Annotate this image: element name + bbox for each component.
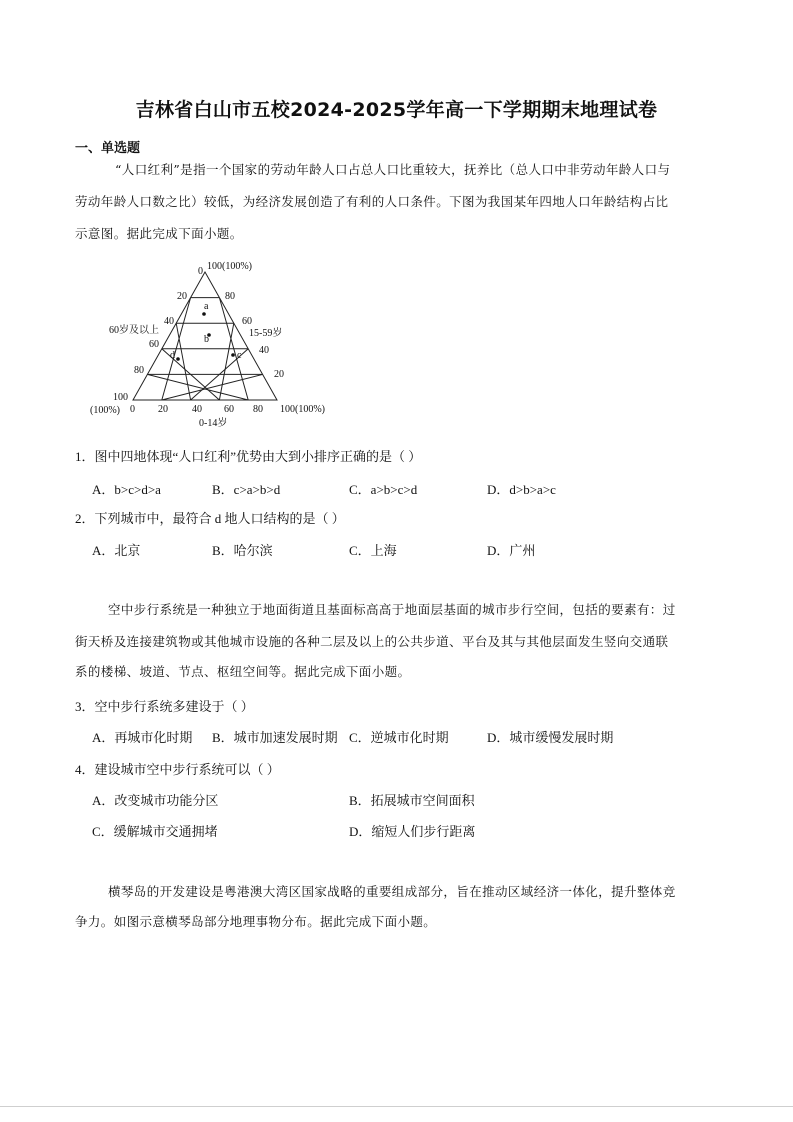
point-c-dot: [231, 353, 235, 357]
bottom-tick-80: 80: [253, 404, 263, 415]
q3-option-a[interactable]: A．再城市化时期: [92, 730, 193, 745]
q4-option-d[interactable]: D．缩短人们步行距离: [349, 824, 476, 839]
bottom-axis-label: 0-14岁: [199, 418, 228, 429]
bottom-tick-100: 100(100%): [280, 404, 325, 415]
passage2-line2: 街天桥及连接建筑物或其他城市设施的各种二层及以上的公共步道、平台及其与其他层面发生竖向交通联: [75, 634, 669, 649]
page-bottom-divider: [0, 1106, 793, 1107]
right-tick-100: 100(100%): [207, 261, 252, 272]
bottom-tick-40: 40: [192, 404, 202, 415]
point-a-label: a: [204, 301, 209, 312]
passage1-line2: 劳动年龄人口数之比）较低，为经济发展创造了有利的人口条件。下图为我国某年四地人口年龄结构占比: [75, 194, 669, 209]
left-tick-100-percent: (100%): [90, 405, 120, 416]
point-d-dot: [176, 357, 180, 361]
q2-option-d[interactable]: D．广州: [487, 543, 536, 558]
bottom-tick-20: 20: [158, 404, 168, 415]
left-tick-80: 80: [134, 365, 144, 376]
point-a-dot: [202, 312, 206, 316]
passage1-line3: 示意图。据此完成下面小题。: [75, 226, 243, 241]
left-tick-60: 60: [149, 339, 159, 350]
section-heading: 一、单选题: [75, 141, 141, 156]
q3-option-c[interactable]: C．逆城市化时期: [349, 730, 449, 745]
q4-option-a[interactable]: A．改变城市功能分区: [92, 793, 219, 808]
passage3-line2: 争力。如图示意横琴岛部分地理事物分布。据此完成下面小题。: [75, 914, 437, 929]
question-2-stem: 2．下列城市中，最符合 d 地人口结构的是（ ）: [75, 511, 345, 526]
q4-option-b[interactable]: B．拓展城市空间面积: [349, 793, 475, 808]
bottom-tick-0: 0: [130, 404, 135, 415]
q2-option-b[interactable]: B．哈尔滨: [212, 543, 273, 558]
passage2-line1: 空中步行系统是一种独立于地面街道且基面标高高于地面层基面的城市步行空间，包括的要素有：过: [108, 602, 676, 617]
q1-option-b[interactable]: B．c>a>b>d: [212, 482, 281, 497]
page-title: 吉林省白山市五校2024-2025学年高一下学期期末地理试卷: [135, 99, 658, 121]
passage1-line1: “人口红利”是指一个国家的劳动年龄人口占总人口比重较大，抚养比（总人口中非劳动年龄人口与: [115, 162, 671, 177]
q4-option-c[interactable]: C．缓解城市交通拥堵: [92, 824, 218, 839]
q2-option-c[interactable]: C．上海: [349, 543, 397, 558]
question-3-stem: 3．空中步行系统多建设于（ ）: [75, 699, 254, 714]
left-axis-label: 60岁及以上: [109, 325, 159, 336]
right-tick-40: 40: [259, 345, 269, 356]
right-tick-80: 80: [225, 291, 235, 302]
right-tick-20: 20: [274, 369, 284, 380]
point-d-label: d: [170, 350, 175, 361]
q1-option-d[interactable]: D．d>b>a>c: [487, 482, 556, 497]
left-tick-0: 0: [198, 266, 203, 277]
question-4-stem: 4．建设城市空中步行系统可以（ ）: [75, 762, 280, 777]
passage3-line1: 横琴岛的开发建设是粤港澳大湾区国家战略的重要组成部分，旨在推动区域经济一体化，提升整体竞: [108, 884, 676, 899]
q1-option-c[interactable]: C．a>b>c>d: [349, 482, 418, 497]
q3-option-d[interactable]: D．城市缓慢发展时期: [487, 730, 614, 745]
q2-option-a[interactable]: A．北京: [92, 543, 141, 558]
question-1-stem: 1．图中四地体现“人口红利”优势由大到小排序正确的是（ ）: [75, 449, 422, 464]
point-c-label: c: [237, 350, 242, 361]
q3-option-b[interactable]: B．城市加速发展时期: [212, 730, 338, 745]
right-tick-60: 60: [242, 316, 252, 327]
right-axis-label: 15-59岁: [249, 328, 283, 339]
left-tick-100: 100: [113, 392, 128, 403]
passage2-line3: 系的楼梯、坡道、节点、枢纽空间等。据此完成下面小题。: [75, 664, 411, 679]
left-tick-20: 20: [177, 291, 187, 302]
point-b-label: b: [204, 334, 209, 345]
left-tick-40: 40: [164, 316, 174, 327]
bottom-tick-60: 60: [224, 404, 234, 415]
q1-option-a[interactable]: A．b>c>d>a: [92, 482, 161, 497]
